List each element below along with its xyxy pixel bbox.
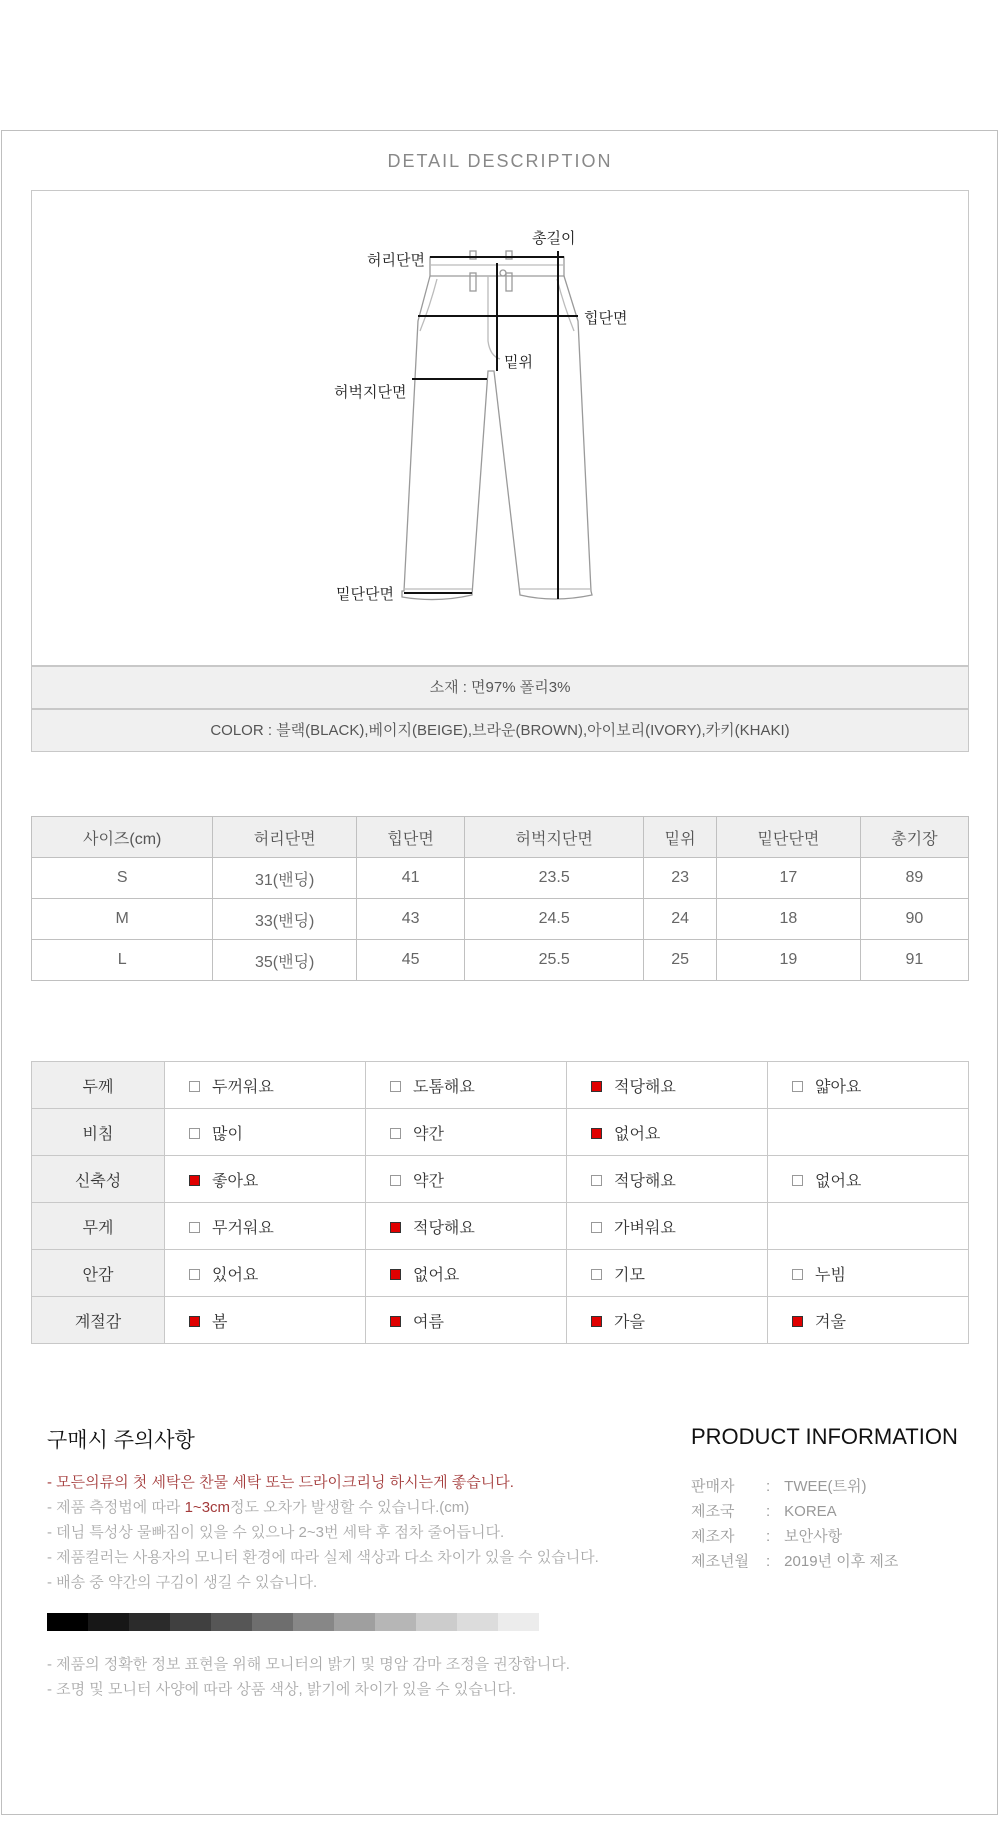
size-header-cell: 밑단단면 bbox=[717, 817, 861, 858]
size-header-cell: 밑위 bbox=[644, 817, 717, 858]
notice-line: - 제품의 정확한 정보 표현을 위해 모니터의 밝기 및 명암 감마 조정을 권장합니다. bbox=[47, 1656, 570, 1673]
product-info-item bbox=[691, 1499, 898, 1524]
size-cell: 17 bbox=[717, 858, 861, 899]
feature-option-label: 적당해요 bbox=[614, 1078, 676, 1096]
monitor-notice-list bbox=[47, 1652, 570, 1702]
checked-box-icon bbox=[792, 1316, 803, 1327]
checked-box-icon bbox=[390, 1222, 401, 1233]
unchecked-box-icon bbox=[792, 1175, 803, 1186]
feature-option-label: 봄 bbox=[212, 1313, 228, 1331]
checked-box-icon bbox=[591, 1316, 602, 1327]
size-cell: 23 bbox=[644, 858, 717, 899]
feature-option bbox=[567, 1156, 768, 1203]
feature-option-label: 있어요 bbox=[212, 1266, 259, 1284]
feature-option-label: 누빔 bbox=[815, 1266, 846, 1284]
size-cell: 31(밴딩) bbox=[213, 858, 357, 899]
feature-label: 무게 bbox=[32, 1203, 165, 1250]
feature-option bbox=[768, 1109, 969, 1156]
unchecked-box-icon bbox=[189, 1081, 200, 1092]
unchecked-box-icon bbox=[591, 1269, 602, 1280]
product-info-value: 2019년 이후 제조 bbox=[784, 1553, 899, 1570]
checked-box-icon bbox=[189, 1316, 200, 1327]
size-header-cell: 총기장 bbox=[860, 817, 968, 858]
feature-option bbox=[165, 1250, 366, 1297]
feature-option-label: 적당해요 bbox=[413, 1219, 475, 1237]
product-info-key: 판매자 bbox=[691, 1478, 735, 1495]
size-cell: 90 bbox=[860, 899, 968, 940]
checked-box-icon bbox=[591, 1081, 602, 1092]
product-info-value: KOREA bbox=[784, 1503, 837, 1520]
size-cell: 18 bbox=[717, 899, 861, 940]
size-header-cell: 사이즈(cm) bbox=[32, 817, 213, 858]
notice-text: 정도 오차가 발생할 수 있습니다.(cm) bbox=[230, 1499, 470, 1516]
size-cell: 24.5 bbox=[465, 899, 644, 940]
color-row: COLOR : 블랙(BLACK),베이지(BEIGE),브라운(BROWN),아이보리(IVORY),카키(KHAKI) bbox=[31, 709, 969, 752]
label-total-length: 총길이 bbox=[532, 230, 576, 247]
product-info-separator: : bbox=[766, 1478, 771, 1495]
notice-highlight: 1~3cm bbox=[184, 1499, 231, 1516]
product-info-key: 제조자 bbox=[691, 1528, 735, 1545]
gray-swatch bbox=[498, 1613, 539, 1631]
feature-option-label: 없어요 bbox=[815, 1172, 862, 1190]
product-info-key: 제조년월 bbox=[691, 1553, 749, 1570]
feature-row bbox=[32, 1156, 969, 1203]
product-info-item bbox=[691, 1474, 898, 1499]
unchecked-box-icon bbox=[189, 1222, 200, 1233]
size-cell: 33(밴딩) bbox=[213, 899, 357, 940]
feature-option bbox=[366, 1062, 567, 1109]
product-info-title: PRODUCT INFORMATION bbox=[691, 1424, 958, 1449]
feature-option-label: 가을 bbox=[614, 1313, 645, 1331]
feature-option-label: 도톰해요 bbox=[413, 1078, 475, 1096]
gray-swatch bbox=[375, 1613, 416, 1631]
feature-option bbox=[165, 1109, 366, 1156]
size-cell: 91 bbox=[860, 940, 968, 981]
gray-swatch bbox=[170, 1613, 211, 1631]
feature-option-label: 좋아요 bbox=[212, 1172, 259, 1190]
feature-option bbox=[567, 1109, 768, 1156]
feature-option-label: 겨울 bbox=[815, 1313, 846, 1331]
label-hem: 밑단단면 bbox=[336, 586, 394, 603]
product-info-separator: : bbox=[766, 1503, 771, 1520]
notice-line: - 조명 및 모니터 사양에 따라 상품 색상, 밝기에 차이가 있을 수 있습니다. bbox=[47, 1681, 517, 1698]
size-cell: 25.5 bbox=[465, 940, 644, 981]
gray-swatch bbox=[416, 1613, 457, 1631]
unchecked-box-icon bbox=[591, 1175, 602, 1186]
feature-label: 두께 bbox=[32, 1062, 165, 1109]
pants-diagram bbox=[31, 190, 969, 666]
feature-option bbox=[366, 1109, 567, 1156]
unchecked-box-icon bbox=[792, 1081, 803, 1092]
feature-option bbox=[165, 1062, 366, 1109]
notice-line: - 배송 중 약간의 구김이 생길 수 있습니다. bbox=[47, 1574, 318, 1591]
feature-option bbox=[768, 1250, 969, 1297]
label-waist: 허리단면 bbox=[367, 252, 425, 269]
table-row bbox=[32, 858, 969, 899]
label-thigh: 허벅지단면 bbox=[334, 384, 407, 401]
size-header-cell: 허리단면 bbox=[213, 817, 357, 858]
feature-option bbox=[768, 1156, 969, 1203]
product-info-item bbox=[691, 1549, 898, 1574]
unchecked-box-icon bbox=[390, 1081, 401, 1092]
gray-scale-swatches bbox=[47, 1613, 539, 1631]
feature-option-label: 없어요 bbox=[614, 1125, 661, 1143]
size-cell: 35(밴딩) bbox=[213, 940, 357, 981]
feature-option-label: 많이 bbox=[212, 1125, 243, 1143]
feature-label: 신축성 bbox=[32, 1156, 165, 1203]
feature-row bbox=[32, 1203, 969, 1250]
feature-row bbox=[32, 1250, 969, 1297]
size-cell: 25 bbox=[644, 940, 717, 981]
feature-option bbox=[768, 1062, 969, 1109]
feature-option bbox=[567, 1297, 768, 1344]
checked-box-icon bbox=[591, 1128, 602, 1139]
product-info-separator: : bbox=[766, 1553, 771, 1570]
feature-row bbox=[32, 1297, 969, 1344]
feature-option bbox=[366, 1297, 567, 1344]
feature-label: 비침 bbox=[32, 1109, 165, 1156]
feature-option bbox=[567, 1250, 768, 1297]
product-info-item bbox=[691, 1524, 898, 1549]
label-rise: 밑위 bbox=[504, 354, 533, 371]
feature-option bbox=[567, 1203, 768, 1250]
feature-label: 계절감 bbox=[32, 1297, 165, 1344]
product-info-value: 보안사항 bbox=[784, 1528, 843, 1545]
unchecked-box-icon bbox=[792, 1269, 803, 1280]
size-cell: 19 bbox=[717, 940, 861, 981]
size-cell: 23.5 bbox=[465, 858, 644, 899]
notice-line bbox=[47, 1495, 599, 1520]
gray-swatch bbox=[129, 1613, 170, 1631]
unchecked-box-icon bbox=[189, 1128, 200, 1139]
feature-option bbox=[366, 1203, 567, 1250]
size-table bbox=[31, 816, 969, 981]
product-info-value: TWEE(트위) bbox=[784, 1478, 867, 1495]
size-cell: 89 bbox=[860, 858, 968, 899]
feature-option bbox=[768, 1203, 969, 1250]
gray-swatch bbox=[211, 1613, 252, 1631]
feature-option-label: 기모 bbox=[614, 1266, 645, 1284]
checked-box-icon bbox=[390, 1269, 401, 1280]
size-cell: 43 bbox=[356, 899, 464, 940]
unchecked-box-icon bbox=[591, 1222, 602, 1233]
gray-swatch bbox=[334, 1613, 375, 1631]
size-cell: M bbox=[32, 899, 213, 940]
label-hip: 힙단면 bbox=[584, 310, 628, 327]
feature-option-label: 무거워요 bbox=[212, 1219, 274, 1237]
section-title: DETAIL DESCRIPTION bbox=[387, 151, 613, 171]
feature-option-label: 두꺼워요 bbox=[212, 1078, 274, 1096]
size-table-header bbox=[32, 817, 969, 858]
feature-option bbox=[366, 1250, 567, 1297]
feature-option bbox=[165, 1203, 366, 1250]
feature-label: 안감 bbox=[32, 1250, 165, 1297]
product-info-key: 제조국 bbox=[691, 1503, 735, 1520]
table-row bbox=[32, 899, 969, 940]
feature-option-label: 약간 bbox=[413, 1125, 444, 1143]
feature-option bbox=[768, 1297, 969, 1344]
feature-option-label: 얇아요 bbox=[815, 1078, 862, 1096]
feature-option bbox=[165, 1297, 366, 1344]
gray-swatch bbox=[252, 1613, 293, 1631]
feature-row bbox=[32, 1062, 969, 1109]
product-info-separator: : bbox=[766, 1528, 771, 1545]
gray-swatch bbox=[457, 1613, 498, 1631]
feature-row bbox=[32, 1109, 969, 1156]
size-cell: S bbox=[32, 858, 213, 899]
notice-list bbox=[47, 1470, 599, 1595]
feature-option-label: 적당해요 bbox=[614, 1172, 676, 1190]
notice-line: - 제품컬러는 사용자의 모니터 환경에 따라 실제 색상과 다소 차이가 있을 수 있습니다. bbox=[47, 1549, 599, 1566]
feature-option-label: 없어요 bbox=[413, 1266, 460, 1284]
notice-text: - 제품 측정법에 따라 bbox=[47, 1499, 185, 1516]
product-info-list bbox=[691, 1474, 898, 1574]
notice-line: - 모든의류의 첫 세탁은 찬물 세탁 또는 드라이크리닝 하시는게 좋습니다. bbox=[47, 1474, 514, 1491]
size-cell: 41 bbox=[356, 858, 464, 899]
feature-option-label: 여름 bbox=[413, 1313, 444, 1331]
material-row: 소재 : 면97% 폴리3% bbox=[31, 666, 969, 709]
gray-swatch bbox=[47, 1613, 88, 1631]
unchecked-box-icon bbox=[189, 1269, 200, 1280]
notice-line: - 데님 특성상 물빠짐이 있을 수 있으나 2~3번 세탁 후 점차 줄어듭니다. bbox=[47, 1524, 505, 1541]
size-cell: 24 bbox=[644, 899, 717, 940]
feature-option-label: 약간 bbox=[413, 1172, 444, 1190]
size-cell: 45 bbox=[356, 940, 464, 981]
size-header-cell: 허벅지단면 bbox=[465, 817, 644, 858]
checked-box-icon bbox=[390, 1316, 401, 1327]
feature-option bbox=[567, 1062, 768, 1109]
table-row bbox=[32, 940, 969, 981]
size-cell: L bbox=[32, 940, 213, 981]
size-header-cell: 힙단면 bbox=[356, 817, 464, 858]
unchecked-box-icon bbox=[390, 1175, 401, 1186]
feature-option bbox=[366, 1156, 567, 1203]
gray-swatch bbox=[293, 1613, 334, 1631]
checked-box-icon bbox=[189, 1175, 200, 1186]
feature-table bbox=[31, 1061, 969, 1344]
feature-option-label: 가벼워요 bbox=[614, 1219, 676, 1237]
gray-swatch bbox=[88, 1613, 129, 1631]
pants-outline-icon bbox=[32, 191, 970, 667]
notice-title: 구매시 주의사항 bbox=[47, 1429, 195, 1452]
feature-option bbox=[165, 1156, 366, 1203]
unchecked-box-icon bbox=[390, 1128, 401, 1139]
